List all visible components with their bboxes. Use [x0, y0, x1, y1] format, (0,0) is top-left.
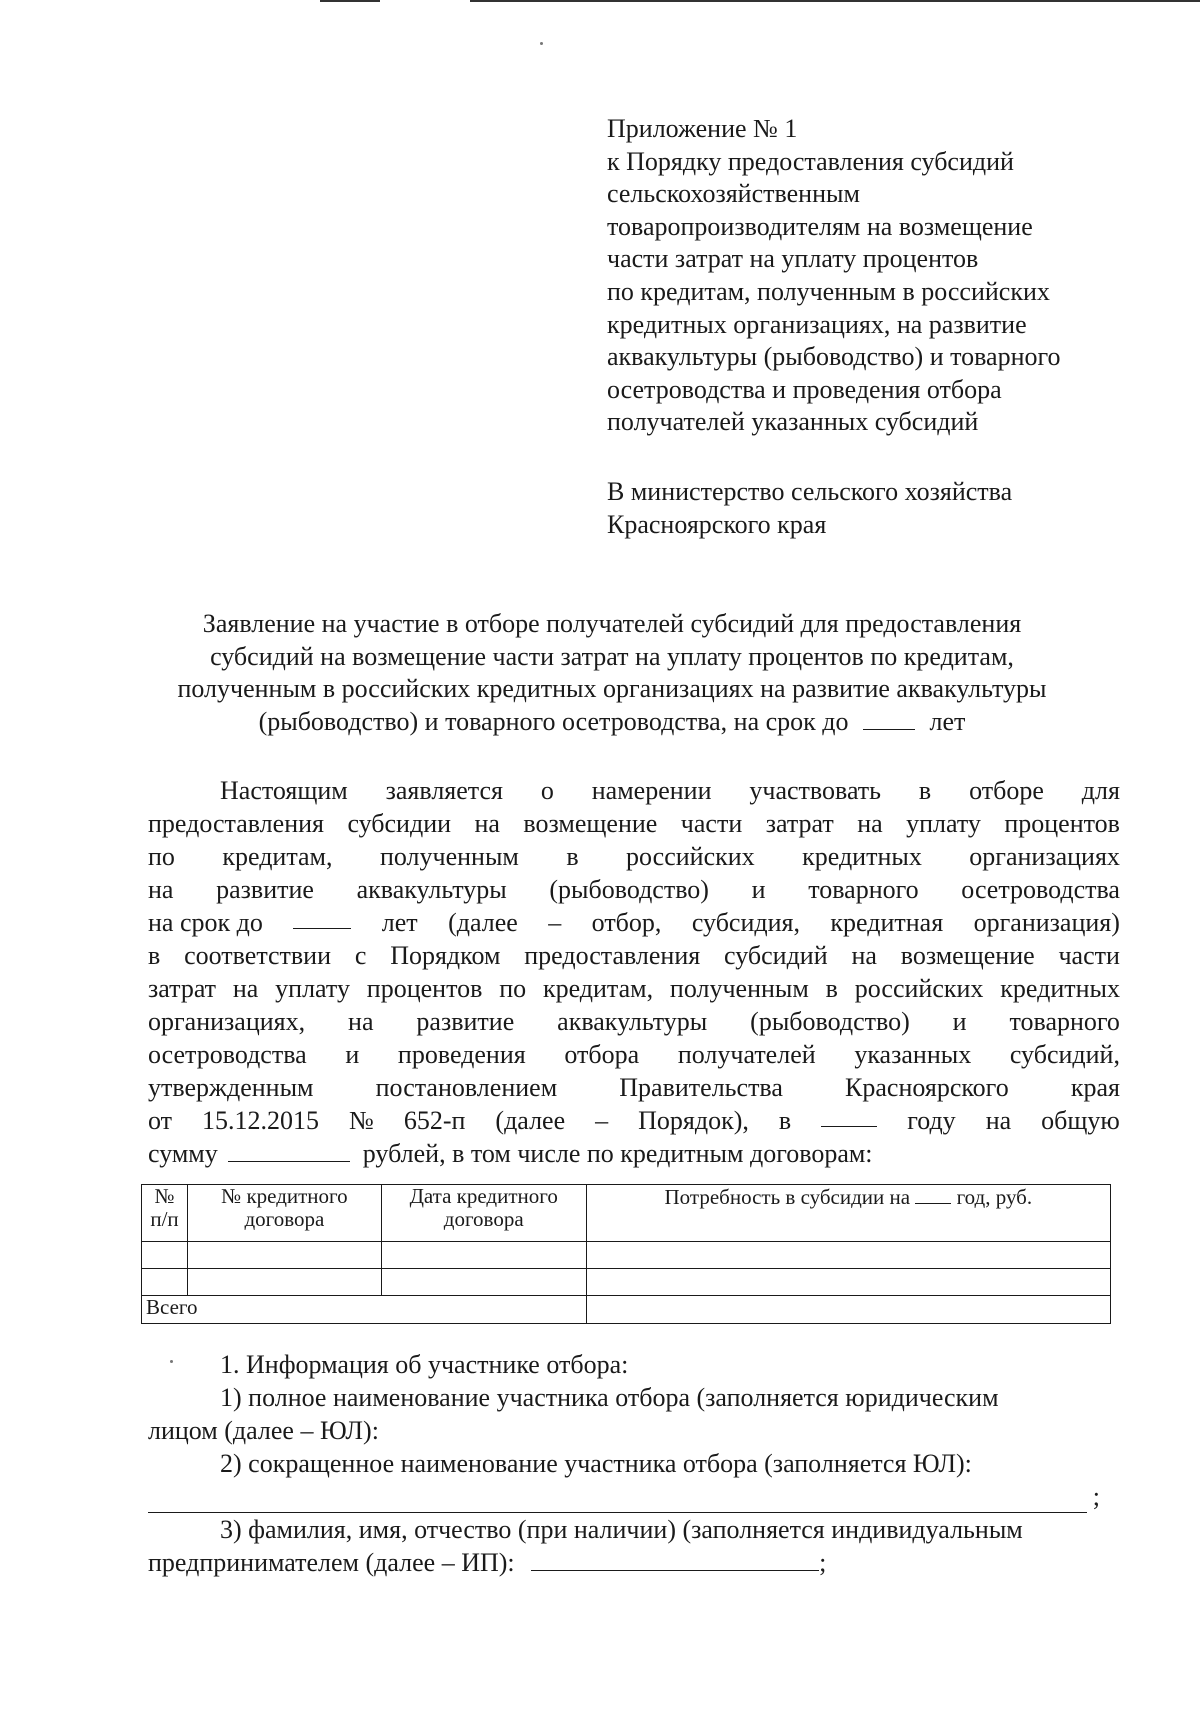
- word: намерении: [591, 776, 712, 805]
- word: товарного: [808, 875, 919, 904]
- scan-speck: [540, 42, 543, 45]
- header-num: № п/п: [142, 1185, 188, 1242]
- word: края: [1070, 1073, 1120, 1102]
- word: затрат: [765, 809, 834, 838]
- word: кредитных: [1000, 974, 1120, 1003]
- word: предоставления: [524, 941, 701, 970]
- appendix-line: сельскохозяйственным: [607, 179, 860, 209]
- title-line: полученным в российских кредитных организациях на развитие аквакультуры: [177, 674, 1047, 704]
- total-label: Всего: [142, 1296, 587, 1324]
- word: полученным: [669, 974, 809, 1003]
- table-cell[interactable]: [142, 1269, 188, 1296]
- word: (рыбоводство): [549, 875, 709, 904]
- word: в: [566, 842, 579, 871]
- table-cell[interactable]: [586, 1269, 1110, 1296]
- header-subsidy-need: [586, 1185, 1110, 1242]
- word: на: [851, 941, 877, 970]
- word: отбора: [564, 1040, 640, 1069]
- word: кредитам,: [542, 974, 654, 1003]
- table-cell[interactable]: [142, 1242, 188, 1269]
- word: (рыбоводство): [750, 1007, 910, 1036]
- need-year-blank[interactable]: [915, 1185, 951, 1204]
- word: уплату: [275, 974, 350, 1003]
- term-years-blank[interactable]: [863, 707, 915, 730]
- table-cell[interactable]: [586, 1242, 1110, 1269]
- addressee-block: [607, 476, 1147, 541]
- word: субсидий: [724, 941, 828, 970]
- entrepreneur-name-blank[interactable]: [531, 1548, 819, 1571]
- appendix-line: получателей указанных субсидий: [607, 407, 979, 437]
- word: субсидий,: [1009, 1040, 1120, 1069]
- header-contract-no: № кредитного договора: [187, 1185, 381, 1242]
- body-line: [148, 972, 1120, 1005]
- table-cell[interactable]: [381, 1242, 586, 1269]
- word: в: [778, 1106, 792, 1135]
- word: затрат: [148, 974, 217, 1003]
- header-need-text: год, руб.: [956, 1185, 1033, 1209]
- word: отборе: [969, 776, 1044, 805]
- table-header-row: [142, 1185, 1111, 1242]
- word: 15.12.2015: [202, 1106, 320, 1135]
- section-heading: 1. Информация об участнике отбора:: [220, 1350, 629, 1379]
- table-row: [142, 1269, 1111, 1296]
- word: организациях,: [148, 1007, 306, 1036]
- participant-info-section: [148, 1348, 1120, 1579]
- word: российских: [854, 974, 984, 1003]
- info-text: предпринимателем (далее – ИП):: [148, 1548, 515, 1577]
- word: на: [985, 1106, 1012, 1135]
- appendix-line: Приложение № 1: [607, 114, 798, 143]
- info-item-3: 3) фамилия, имя, отчество (при наличии) (заполняется индивидуальным: [220, 1515, 1023, 1544]
- body-line: [148, 840, 1120, 873]
- word: развитие: [216, 875, 314, 904]
- word: участвовать: [749, 776, 882, 805]
- word: 652-п: [403, 1106, 466, 1135]
- total-sum-blank[interactable]: [228, 1139, 350, 1162]
- word: Правительства: [619, 1073, 783, 1102]
- word: Красноярского: [845, 1073, 1009, 1102]
- word: осетроводства: [961, 875, 1120, 904]
- short-name-field[interactable]: [148, 1480, 1120, 1513]
- word: кредитных: [802, 842, 922, 871]
- info-item-1-cont: лицом (далее – ЮЛ):: [148, 1416, 379, 1445]
- table-cell[interactable]: [381, 1269, 586, 1296]
- header-need-text: Потребность в субсидии на: [664, 1185, 911, 1209]
- word: возмещение: [900, 941, 1035, 970]
- word: Настоящим: [220, 776, 348, 805]
- addressee-line: В министерство сельского хозяйства: [607, 477, 1013, 506]
- word: –: [548, 908, 562, 937]
- scan-edge-mark: [470, 0, 1200, 2]
- word: и: [952, 1007, 967, 1036]
- appendix-line: аквакультуры (рыбоводство) и товарного: [607, 342, 1061, 372]
- header-contract-date: Дата кредитного договора: [381, 1185, 586, 1242]
- word: постановлением: [375, 1073, 558, 1102]
- word: сумму: [148, 1139, 218, 1168]
- word: в: [825, 974, 838, 1003]
- word: субсидия,: [691, 908, 800, 937]
- word: процентов: [1004, 809, 1120, 838]
- word: кредитная: [830, 908, 944, 937]
- word: №: [349, 1106, 374, 1135]
- word: отбор,: [591, 908, 662, 937]
- word: развитие: [416, 1007, 515, 1036]
- appendix-line: по кредитам, полученным в российских: [607, 276, 1050, 306]
- semicolon: ;: [1092, 1482, 1100, 1511]
- title-line: субсидий на возмещение части затрат на уплату процентов по кредитам,: [210, 641, 1014, 671]
- word: части: [1058, 941, 1120, 970]
- word: уплату: [906, 809, 981, 838]
- body-text: рублей, в том числе по кредитным договорам:: [362, 1139, 873, 1168]
- appendix-line: части затрат на уплату процентов: [607, 244, 979, 274]
- word: (далее: [495, 1106, 566, 1135]
- appendix-line: кредитных организациях, на развитие: [607, 309, 1027, 339]
- word: Порядком: [390, 941, 501, 970]
- title-line: [148, 706, 1076, 739]
- word: на: [348, 1007, 374, 1036]
- body-line: [148, 873, 1120, 906]
- title-line: Заявление на участие в отборе получателей субсидий для предоставления: [202, 609, 1022, 638]
- word: на срок до: [148, 908, 263, 937]
- word: году: [907, 1106, 956, 1135]
- word: организация): [973, 908, 1120, 937]
- appendix-line: осетроводства и проведения отбора: [607, 374, 1002, 404]
- word: процентов: [366, 974, 483, 1003]
- word: на: [474, 809, 500, 838]
- word: по: [148, 842, 175, 871]
- body-line: [148, 1104, 1120, 1137]
- word: и: [751, 875, 766, 904]
- application-title: [148, 608, 1076, 738]
- appendix-header: [607, 113, 1147, 439]
- body-line: [148, 1005, 1120, 1038]
- table-cell[interactable]: [187, 1242, 381, 1269]
- word: аквакультуры: [356, 875, 507, 904]
- body-line: [148, 1071, 1120, 1104]
- scan-edge-mark: [320, 0, 380, 2]
- word: российских: [626, 842, 755, 871]
- word: субсидии: [347, 809, 452, 838]
- info-item-1: 1) полное наименование участника отбора (заполняется юридическим: [220, 1383, 999, 1412]
- body-line: [148, 807, 1120, 840]
- word: возмещение: [523, 809, 658, 838]
- word: общую: [1041, 1106, 1120, 1135]
- word: части: [680, 809, 743, 838]
- table-total-row: [142, 1296, 1111, 1324]
- word: соответствии: [184, 941, 332, 970]
- credit-contracts-table: [141, 1184, 1111, 1324]
- word: заявляется: [385, 776, 503, 805]
- word: о: [540, 776, 554, 805]
- statement-paragraph: [148, 774, 1120, 1170]
- word: в: [148, 941, 161, 970]
- word: от: [148, 1106, 173, 1135]
- word: кредитам,: [222, 842, 333, 871]
- table-cell[interactable]: [187, 1269, 381, 1296]
- word: на: [857, 809, 883, 838]
- appendix-line: товаропроизводителям на возмещение: [607, 211, 1033, 241]
- body-line: [148, 906, 1120, 939]
- word: осетроводства: [148, 1040, 307, 1069]
- word: на: [232, 974, 259, 1003]
- short-name-blank[interactable]: [148, 1488, 1087, 1513]
- term-years-blank-body[interactable]: [293, 906, 351, 929]
- word: с: [354, 941, 367, 970]
- body-line: [148, 1038, 1120, 1071]
- word: –: [595, 1106, 609, 1135]
- word: полученным: [379, 842, 519, 871]
- word: в: [918, 776, 932, 805]
- appendix-line: к Порядку предоставления субсидий: [607, 146, 1014, 176]
- table-row: [142, 1242, 1111, 1269]
- body-line: [148, 774, 1120, 807]
- total-value-cell[interactable]: [586, 1296, 1110, 1324]
- title-text: лет: [929, 706, 966, 736]
- word: предоставления: [148, 809, 324, 838]
- info-item-3-cont: [148, 1546, 1120, 1579]
- word: товарного: [1009, 1007, 1120, 1036]
- word: получателей: [677, 1040, 816, 1069]
- title-text: (рыбоводство) и товарного осетроводства, на срок до: [258, 706, 849, 736]
- word: и: [345, 1040, 360, 1069]
- word: Порядок),: [638, 1106, 749, 1135]
- word: по: [499, 974, 527, 1003]
- year-blank[interactable]: [821, 1104, 877, 1127]
- semicolon: ;: [819, 1548, 827, 1577]
- word: (далее: [448, 908, 518, 937]
- word: аквакультуры: [557, 1007, 708, 1036]
- body-line: [148, 939, 1120, 972]
- body-line: [148, 1137, 1120, 1170]
- word: лет: [381, 908, 418, 937]
- word: утвержденным: [148, 1073, 314, 1102]
- word: для: [1081, 776, 1120, 805]
- word: на: [148, 875, 174, 904]
- word: указанных: [854, 1040, 972, 1069]
- word: организациях: [969, 842, 1120, 871]
- info-item-2: 2) сокращенное наименование участника отбора (заполняется ЮЛ):: [220, 1449, 972, 1478]
- word: проведения: [397, 1040, 526, 1069]
- addressee-line: Красноярского края: [607, 509, 827, 539]
